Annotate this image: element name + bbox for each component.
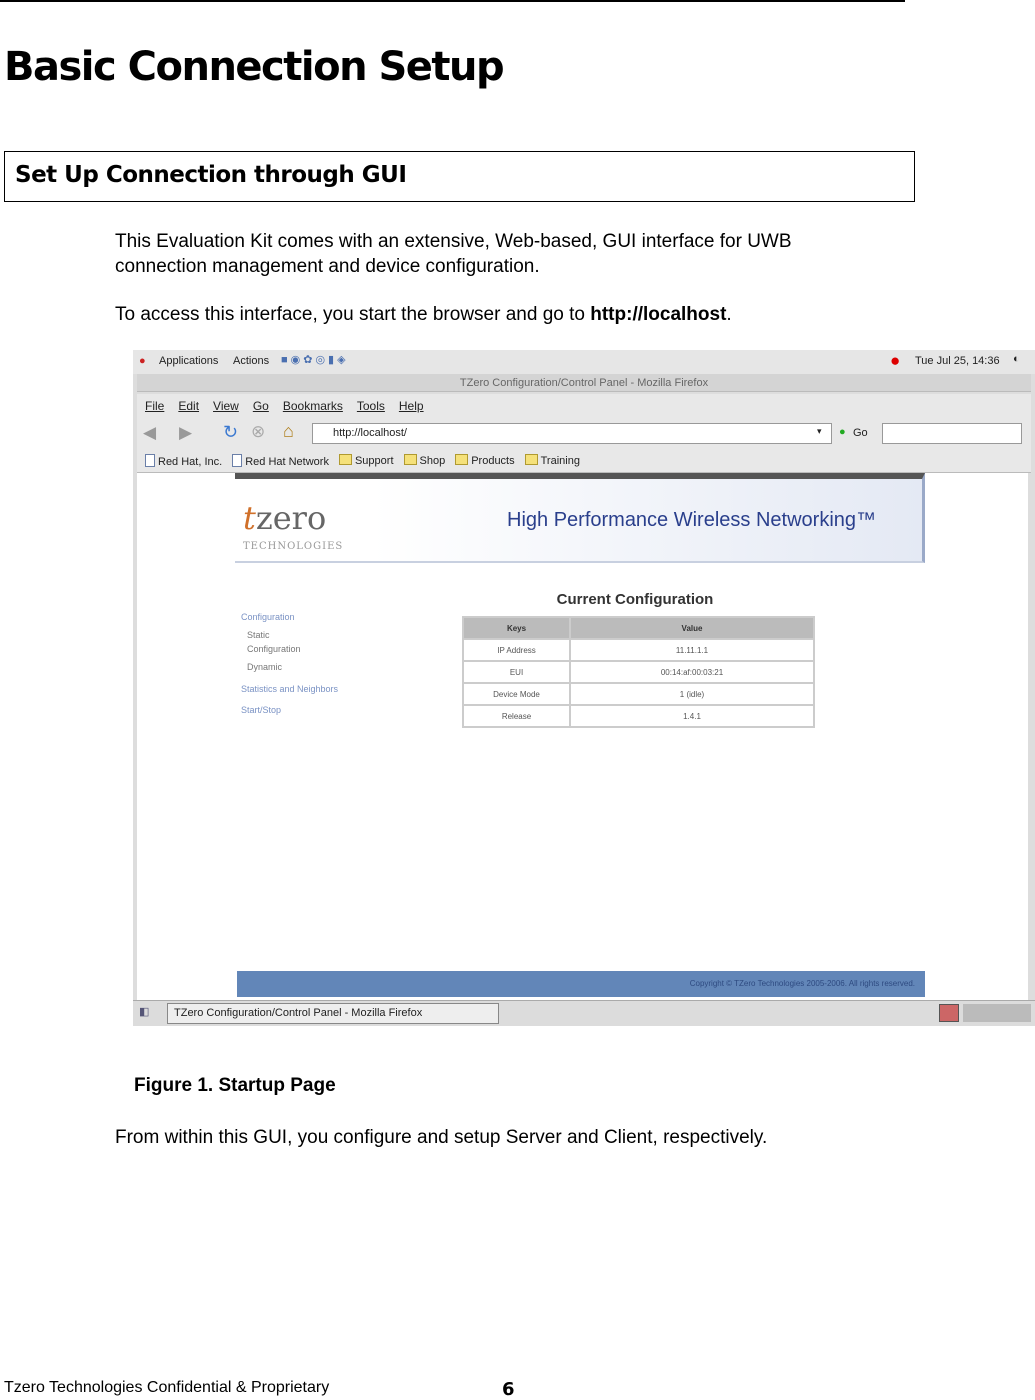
- side-nav: [241, 610, 338, 717]
- bookmark-support[interactable]: Support: [339, 454, 394, 468]
- menu-tools[interactable]: Tools: [356, 399, 385, 413]
- bookmark-redhat-network[interactable]: Red Hat Network: [232, 454, 329, 468]
- value-cell: 1 (idle): [570, 683, 814, 705]
- nav-config[interactable]: Configuration: [247, 644, 301, 654]
- go-icon: ●: [839, 426, 846, 438]
- actions-menu[interactable]: Actions: [233, 355, 270, 367]
- intro-paragraph: This Evaluation Kit comes with an extensive, Web-based, GUI interface for UWB connection management and device configuration.: [115, 231, 792, 277]
- update-alert-icon[interactable]: ●: [890, 351, 901, 370]
- page-number: 6: [502, 1379, 515, 1400]
- menu-bar: [137, 394, 1031, 420]
- menu-edit[interactable]: Edit: [178, 399, 200, 413]
- period: .: [726, 304, 732, 325]
- url-dropdown-icon[interactable]: ▾: [817, 426, 822, 436]
- menu-help[interactable]: Help: [398, 399, 424, 413]
- reload-icon[interactable]: ↻: [223, 422, 239, 442]
- menu-go[interactable]: Go: [252, 399, 269, 413]
- startup-page-screenshot: [133, 350, 1035, 1026]
- value-cell: 11.11.1.1: [570, 639, 814, 661]
- navigation-toolbar: [137, 420, 1031, 450]
- table-row: [463, 639, 814, 661]
- header-banner: [235, 473, 925, 563]
- web-page-content: [137, 473, 1028, 1000]
- value-cell: 00:14:af:00:03:21: [570, 661, 814, 683]
- section-heading: Set Up Connection through GUI: [4, 151, 915, 202]
- copyright-bar: Copyright © TZero Technologies 2005-2006. All rights reserved.: [237, 971, 925, 997]
- table-header-row: [463, 617, 814, 639]
- menu-file[interactable]: File: [145, 399, 165, 413]
- bookmark-training[interactable]: Training: [525, 454, 580, 468]
- key-cell: Release: [463, 705, 570, 727]
- nav-dynamic[interactable]: Dynamic: [247, 662, 283, 672]
- applications-menu[interactable]: Applications: [159, 355, 219, 367]
- launcher-icons[interactable]: ■◉✿◎▮◈: [281, 354, 349, 366]
- tagline: High Performance Wireless Networking™: [507, 509, 877, 531]
- logo-word: zero: [255, 499, 327, 537]
- url-input[interactable]: http://localhost/: [312, 423, 832, 444]
- table-row: [463, 683, 814, 705]
- workspace-1[interactable]: [939, 1004, 959, 1022]
- clock: Tue Jul 25, 14:36: [915, 355, 1000, 367]
- forward-icon[interactable]: ▶: [179, 423, 193, 442]
- localhost-link: http://localhost: [590, 304, 727, 325]
- nav-static[interactable]: Static: [247, 630, 270, 640]
- menu-bookmarks[interactable]: Bookmarks: [282, 399, 343, 413]
- figure-caption: Figure 1. Startup Page: [134, 1075, 336, 1096]
- taskbar-firefox-button[interactable]: TZero Configuration/Control Panel - Mozilla Firefox: [167, 1003, 499, 1024]
- bookmarks-toolbar: [137, 450, 1031, 473]
- menu-view[interactable]: View: [213, 399, 239, 413]
- home-icon[interactable]: ⌂: [283, 421, 294, 441]
- taskbar: [133, 1000, 1035, 1026]
- header-value: Value: [570, 617, 814, 639]
- header-keys: Keys: [463, 617, 570, 639]
- nav-start-stop[interactable]: Start/Stop: [241, 705, 282, 715]
- key-cell: Device Mode: [463, 683, 570, 705]
- back-icon[interactable]: ◀: [143, 423, 157, 442]
- workspace-switcher[interactable]: [963, 1004, 1031, 1022]
- window-title: TZero Configuration/Control Panel - Mozilla Firefox: [137, 374, 1031, 392]
- config-heading: Current Configuration: [556, 591, 714, 608]
- go-button[interactable]: Go: [853, 427, 868, 439]
- page-title: Basic Connection Setup: [4, 44, 504, 90]
- footer-text: Tzero Technologies Confidential & Proprietary: [4, 1379, 330, 1396]
- access-text: To access this interface, you start the browser and go to: [115, 304, 591, 325]
- volume-icon[interactable]: ◐: [1013, 353, 1020, 365]
- closing-paragraph: From within this GUI, you configure and setup Server and Client, respectively.: [115, 1127, 768, 1148]
- access-paragraph: [115, 302, 732, 327]
- config-table: [462, 616, 815, 728]
- bookmark-redhat[interactable]: Red Hat, Inc.: [145, 454, 222, 468]
- key-cell: EUI: [463, 661, 570, 683]
- bookmark-products[interactable]: Products: [455, 454, 514, 468]
- show-desktop-icon[interactable]: ◧: [139, 1006, 150, 1018]
- tzero-logo: [243, 499, 326, 537]
- bookmark-shop[interactable]: Shop: [404, 454, 446, 468]
- value-cell: 1.4.1: [570, 705, 814, 727]
- desktop-panel: [133, 350, 1035, 374]
- nav-statistics[interactable]: Statistics and Neighbors: [241, 684, 339, 694]
- key-cell: IP Address: [463, 639, 570, 661]
- redhat-icon: ●: [139, 355, 146, 367]
- table-row: [463, 661, 814, 683]
- top-rule: [0, 0, 905, 2]
- logo-subtitle: TECHNOLOGIES: [243, 541, 344, 552]
- stop-icon[interactable]: ⊗: [251, 422, 266, 441]
- search-input[interactable]: [882, 423, 1022, 444]
- logo-t: t: [243, 499, 256, 537]
- table-row: [463, 705, 814, 727]
- nav-configuration[interactable]: Configuration: [241, 612, 295, 622]
